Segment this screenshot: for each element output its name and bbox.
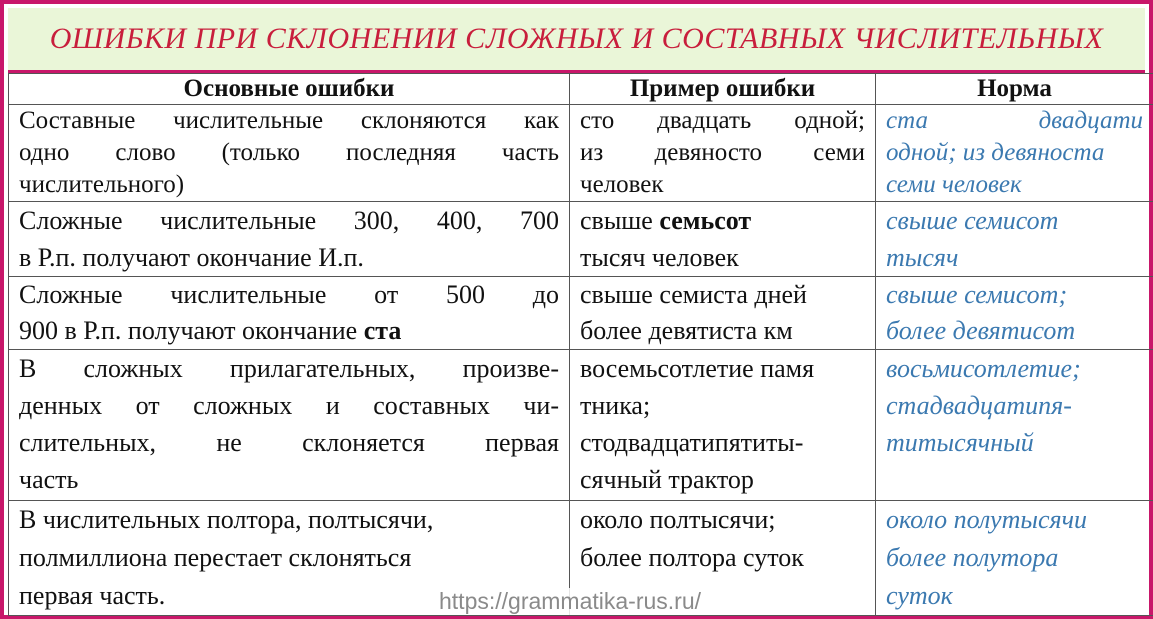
error-line: Сложные числительные 300, 400, 700 xyxy=(19,206,559,235)
norm-line: тысяч xyxy=(886,243,959,272)
norm-line: более полутора xyxy=(886,543,1059,572)
error-cell xyxy=(9,105,570,202)
error-line: часть xyxy=(19,465,79,494)
table-header-row xyxy=(9,74,1153,105)
table-row xyxy=(9,350,1153,501)
norm-line: одной; из девяноста xyxy=(886,139,1105,166)
error-line: В сложных прилагательных, произве- xyxy=(19,354,559,383)
error-line: денных от сложных и составных чи- xyxy=(19,391,559,420)
header-example: Пример ошибки xyxy=(570,74,876,105)
table-row xyxy=(9,105,1153,202)
example-line: сячный трактор xyxy=(580,465,754,494)
example-line: тника; xyxy=(580,391,651,420)
norm-line: стадвадцатипя- xyxy=(886,391,1072,420)
norm-line: титысячный xyxy=(886,428,1034,457)
norm-line: свыше семисот; xyxy=(886,280,1068,309)
norm-cell xyxy=(876,105,1153,202)
example-cell xyxy=(570,105,876,202)
example-line: около полтысячи; xyxy=(580,505,776,534)
norm-line: восьмисотлетие; xyxy=(886,354,1081,383)
error-line: В числительных полтора, полтысячи, xyxy=(19,505,434,534)
example-text: свыше xyxy=(580,206,660,235)
title-band xyxy=(8,8,1145,73)
norm-cell xyxy=(876,202,1153,277)
error-cell xyxy=(9,350,570,501)
table-row xyxy=(9,277,1153,350)
error-cell xyxy=(9,277,570,350)
norm-line: ста двадцати xyxy=(886,107,1143,134)
example-line: свыше семиста дней xyxy=(580,280,807,309)
page-title: ОШИБКИ ПРИ СКЛОНЕНИИ СЛОЖНЫХ И СОСТАВНЫХ ЧИСЛИТЕЛЬНЫХ xyxy=(49,22,1104,55)
error-line: Сложные числительные от 500 до xyxy=(19,280,559,309)
error-line: полмиллиона перестает склоняться xyxy=(19,543,412,572)
error-line: первая часть. xyxy=(19,581,166,610)
example-cell xyxy=(570,350,876,501)
norm-line: около полутысячи xyxy=(886,505,1087,534)
example-line: стодвадцатипятиты- xyxy=(580,428,804,457)
example-line: более девятиста км xyxy=(580,316,793,345)
example-cell xyxy=(570,202,876,277)
example-line: из девяносто семи xyxy=(580,139,865,166)
example-line: человек xyxy=(580,171,664,198)
header-errors: Основные ошибки xyxy=(9,74,570,105)
example-line: восемьсотлетие памя xyxy=(580,354,815,383)
error-bold-word: ста xyxy=(363,316,402,345)
norm-line: суток xyxy=(886,581,953,610)
numerals-errors-table xyxy=(8,73,1153,616)
norm-line: свыше семисот xyxy=(886,206,1059,235)
example-cell xyxy=(570,277,876,350)
error-line: слительных, не склоняется первая xyxy=(19,428,559,457)
error-line xyxy=(19,313,559,349)
error-line: одно слово (только последняя часть xyxy=(19,139,559,166)
example-line: тысяч человек xyxy=(580,243,739,272)
example-line: сто двадцать одной; xyxy=(580,107,865,134)
norm-cell xyxy=(876,501,1153,616)
error-cell xyxy=(9,202,570,277)
norm-line: более девятисот xyxy=(886,316,1076,345)
error-line: Составные числительные склоняются как xyxy=(19,107,559,134)
example-bold-word: семьсот xyxy=(659,206,752,235)
example-line: более полтора суток xyxy=(580,543,804,572)
example-line xyxy=(580,202,865,239)
error-line: в Р.п. получают окончание И.п. xyxy=(19,243,364,272)
norm-line: семи человек xyxy=(886,171,1022,198)
norm-cell xyxy=(876,277,1153,350)
norm-cell xyxy=(876,350,1153,501)
error-line: числительного) xyxy=(19,171,185,198)
header-norm: Норма xyxy=(876,74,1153,105)
error-text: 900 в Р.п. получают окончание xyxy=(19,316,364,345)
table-row xyxy=(9,202,1153,277)
watermark-url: https://grammatika-rus.ru/ xyxy=(436,588,704,615)
